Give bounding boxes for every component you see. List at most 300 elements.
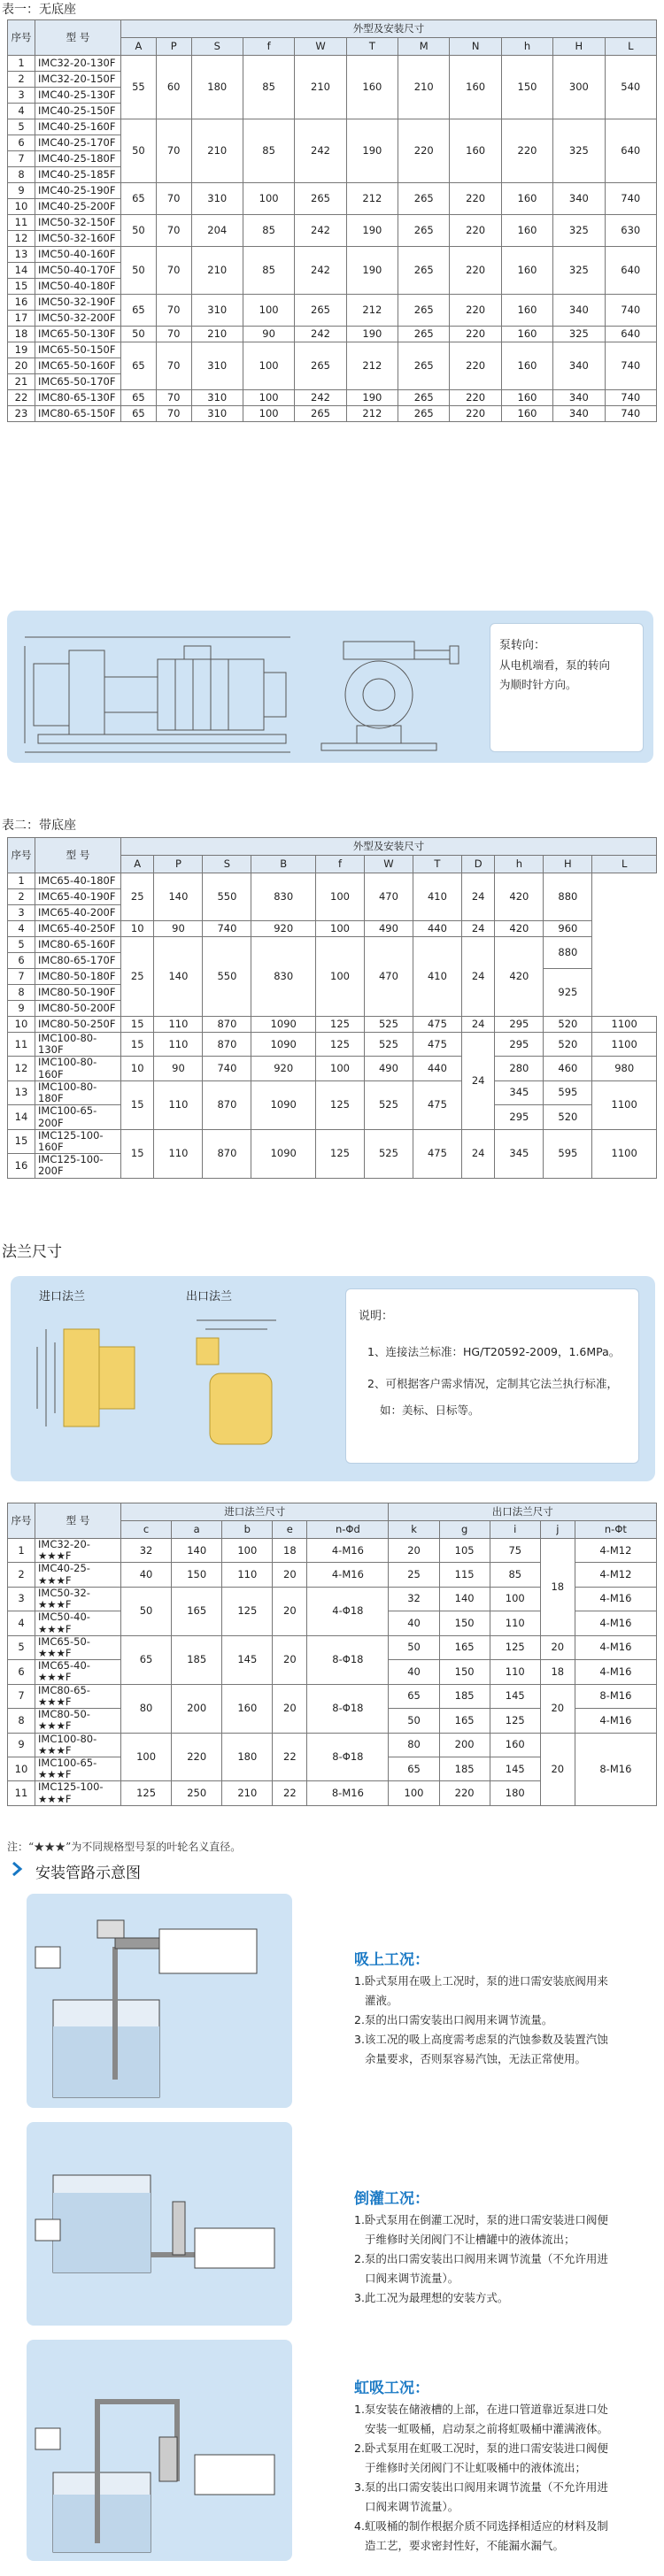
header-col: h [495,856,544,873]
table-cell: 65 [121,295,157,327]
table-cell: 295 [495,1017,544,1033]
header-dimensions: 外型及安装尺寸 [121,838,657,856]
table-cell: 220 [450,247,501,295]
table-cell: 1 [8,1539,35,1563]
table-cell: 9 [8,1733,35,1757]
header-model: 型 号 [35,838,121,873]
table-cell: 140 [439,1587,490,1611]
header-col: W [295,38,346,56]
table-cell: 8 [8,1709,35,1733]
table-cell: 145 [490,1757,540,1780]
model-cell: IMC80-65-130F [35,390,121,406]
table-cell: 70 [156,183,191,215]
table-cell: 70 [156,327,191,342]
table-cell: 420 [495,921,544,937]
header-col: f [243,38,294,56]
table-cell: 1090 [251,1033,316,1057]
table-cell: 190 [346,327,398,342]
header-inlet: 进口法兰尺寸 [121,1503,389,1521]
table-cell: 8 [8,167,35,183]
table-cell: 14 [8,263,35,279]
table-cell: 4-M12 [575,1563,656,1587]
table-cell: 90 [154,921,203,937]
table-row [8,215,657,231]
header-model: 型 号 [35,20,121,56]
header-col: L [592,856,657,873]
table-cell: 160 [501,327,552,342]
model-cell: IMC100-65-200F [35,1105,121,1129]
table-cell: 830 [251,873,316,921]
table-cell: 70 [156,247,191,295]
table-cell: 265 [398,295,450,327]
table-cell: 85 [243,56,294,119]
table-row [8,937,657,953]
model-cell: IMC32-20-130F [35,56,121,72]
table-cell: 4-M16 [575,1635,656,1659]
table-cell: 265 [398,390,450,406]
table-row [8,1684,657,1708]
header-col: a [172,1521,222,1539]
table-cell: 310 [191,183,243,215]
install-text-line: 于维修时关闭阀门不让槽罐中的液体流出； [365,2233,575,2246]
table-cell: 4-M16 [575,1587,656,1611]
table-cell: 19 [8,342,35,358]
model-cell: IMC50-40-170F [35,263,121,279]
table-cell: 50 [121,327,157,342]
table-cell: 1100 [592,1080,657,1129]
model-cell: IMC80-50-★★★F [35,1709,121,1733]
table-cell: 20 [389,1539,439,1563]
table-cell: 40 [389,1611,439,1635]
table-cell: 100 [121,1733,172,1781]
table-cell: 310 [191,342,243,390]
table-cell: 6 [8,953,35,969]
table-cell: 15 [121,1017,154,1033]
table-cell: 6 [8,135,35,151]
header-col: f [315,856,364,873]
table-cell: 65 [121,183,157,215]
table-cell: 125 [315,1017,364,1033]
table-cell: 145 [490,1684,540,1708]
table-row [8,295,657,311]
table-cell: 280 [495,1057,544,1080]
table-cell: 60 [156,56,191,119]
table-cell: 10 [8,199,35,215]
table-cell: 125 [315,1080,364,1129]
table-row [8,838,657,856]
table-cell: 340 [553,295,605,327]
install-text-line: 3.此工况为最理想的安装方式。 [354,2291,509,2304]
table-cell: 140 [154,937,203,1017]
table-cell: 325 [553,247,605,295]
model-cell: IMC100-80-130F [35,1033,121,1057]
table-cell: 640 [605,247,656,295]
table-cell: 1100 [592,1017,657,1033]
table2 [7,837,657,1179]
model-cell: IMC100-80-180F [35,1080,121,1104]
table-cell: 475 [413,1033,461,1057]
table-cell: 525 [364,1033,413,1057]
table-cell: 470 [364,937,413,1017]
header-col: D [461,856,494,873]
table-cell: 310 [191,406,243,422]
header-col: i [490,1521,540,1539]
table-cell: 220 [450,406,501,422]
header-col: N [450,38,501,56]
model-cell: IMC50-32-150F [35,215,121,231]
table-cell: 470 [364,873,413,921]
table-cell: 870 [203,1033,251,1057]
install-text-line: 造工艺，要求密封性好，不能漏水漏气。 [365,2539,565,2552]
table-cell: 100 [243,406,294,422]
header-col: T [413,856,461,873]
header-no: 序号 [8,20,35,56]
table-cell: 212 [346,342,398,390]
model-cell: IMC50-40-160F [35,247,121,263]
pump-outline-drawing [7,611,653,763]
table-cell: 16 [8,1154,35,1178]
table-cell: 440 [413,1057,461,1080]
install-text-line: 1.卧式泵用在吸上工况时，泵的进口需安装底阀用来 [354,1974,608,1988]
table-cell: 410 [413,937,461,1017]
table-cell: 16 [8,295,35,311]
table-cell: 325 [553,327,605,342]
table-cell: 980 [592,1057,657,1080]
table-cell: 740 [203,1057,251,1080]
flange-note-title: 说明： [359,1310,394,1323]
table-cell: 340 [553,390,605,406]
model-cell: IMC100-80-★★★F [35,1733,121,1757]
header-col: h [501,38,552,56]
model-cell: IMC80-50-180F [35,969,121,985]
table-cell: 265 [398,327,450,342]
header-col: S [191,38,243,56]
table-cell: 8-M16 [575,1733,656,1805]
table-cell: 960 [544,921,592,937]
install-text-line: 2.泵的出口需安装出口阀用来调节流量。 [354,2013,553,2026]
header-dimensions: 外型及安装尺寸 [121,20,657,38]
table-cell: 23 [8,406,35,422]
table-cell: 20 [540,1733,575,1805]
model-cell: IMC40-25-★★★F [35,1563,121,1587]
table-cell: 265 [398,183,450,215]
table-cell: 160 [501,342,552,390]
model-cell: IMC40-25-190F [35,183,121,199]
flange-note-1: 1、连接法兰标准：HG/T20592-2009，1.6MPa。 [367,1345,621,1358]
table-cell: 210 [191,247,243,295]
table-row [8,327,657,342]
model-cell: IMC32-20-150F [35,72,121,88]
header-col: T [346,38,398,56]
table-cell: 125 [121,1781,172,1805]
table-cell: 11 [8,215,35,231]
header-col: n-Φt [575,1521,656,1539]
table-cell: 70 [156,342,191,390]
table-cell: 5 [8,1635,35,1659]
table-cell: 870 [203,1129,251,1178]
table-cell: 160 [501,390,552,406]
install-text-line: 1.卧式泵用在倒灌工况时，泵的进口需安装进口阀便 [354,2213,608,2226]
table-cell: 295 [495,1033,544,1057]
model-cell: IMC40-25-150F [35,104,121,119]
header-col: H [544,856,592,873]
table-cell: 100 [243,183,294,215]
table-cell: 12 [8,231,35,247]
table-cell: 24 [461,1033,494,1130]
table-cell: 85 [243,119,294,183]
table-cell: 7 [8,151,35,167]
model-cell: IMC65-50-★★★F [35,1635,121,1659]
model-cell: IMC65-40-180F [35,873,121,889]
table-cell: 242 [295,215,346,247]
table-cell: 460 [544,1057,592,1080]
model-cell: IMC80-65-150F [35,406,121,422]
model-cell: IMC40-25-160F [35,119,121,135]
table-cell: 40 [121,1563,172,1587]
table-cell: 11 [8,1033,35,1057]
table-cell: 265 [398,342,450,390]
install-text-line: 2.泵的出口需安装出口阀用来调节流量（不允许用进 [354,2252,608,2265]
table-cell: 550 [203,873,251,921]
table-cell: 4 [8,104,35,119]
table-cell: 300 [553,56,605,119]
table-cell: 265 [295,406,346,422]
header-col: H [553,38,605,56]
model-cell: IMC32-20-★★★F [35,1539,121,1563]
table-cell: 65 [389,1757,439,1780]
table-cell: 18 [8,327,35,342]
table-cell: 420 [495,937,544,1017]
table-row [8,1129,657,1153]
table-row [8,1080,657,1104]
table-cell: 50 [389,1709,439,1733]
table-row [8,342,657,358]
table-row [8,1033,657,1057]
table-cell: 140 [172,1539,222,1563]
table-cell: 220 [450,342,501,390]
table-cell: 242 [295,390,346,406]
install-text-line: 4.虹吸桶的制作根据介质不同选择相适应的材料及制 [354,2519,608,2533]
table-cell: 14 [8,1105,35,1129]
table-cell: 200 [439,1733,490,1757]
table-cell: 540 [605,56,656,119]
table-cell: 165 [439,1635,490,1659]
table-cell: 15 [121,1129,154,1178]
table-cell: 740 [605,406,656,422]
table-cell: 5 [8,119,35,135]
table-cell: 740 [605,183,656,215]
table-cell: 70 [156,390,191,406]
table-cell: 25 [389,1563,439,1587]
table-cell: 4 [8,921,35,937]
table1 [7,19,657,422]
header-col: P [156,38,191,56]
table-cell: 2 [8,72,35,88]
flange-footnote: 注：“★★★”为不同规格型号泵的叶轮名义直径。 [7,1841,242,1853]
table-cell: 75 [490,1539,540,1563]
install-text-line: 2.卧式泵用在虹吸工况时，泵的进口需安装进口阀便 [354,2441,608,2455]
table-cell: 740 [203,921,251,937]
table-cell: 160 [501,406,552,422]
table-cell: 3 [8,1587,35,1611]
table-cell: 310 [191,295,243,327]
table-cell: 200 [172,1684,222,1733]
table-cell: 90 [154,1057,203,1080]
table-cell: 265 [295,183,346,215]
header-col: A [121,856,154,873]
table-cell: 20 [273,1563,307,1587]
table-cell: 100 [315,937,364,1017]
table-cell: 8-Φ18 [307,1684,389,1733]
table-cell: 110 [154,1033,203,1057]
table-row [8,119,657,135]
table-cell: 525 [364,1017,413,1033]
header-col: g [439,1521,490,1539]
install-text-line: 灌液。 [365,1994,398,2007]
table-cell: 595 [544,1129,592,1178]
table-cell: 50 [121,215,157,247]
table-cell: 50 [389,1635,439,1659]
model-cell: IMC125-100-160F [35,1129,121,1153]
model-cell: IMC65-40-190F [35,889,121,905]
header-col: P [154,856,203,873]
model-cell: IMC40-25-130F [35,88,121,104]
table-cell: 10 [8,1757,35,1780]
header-col: A [121,38,157,56]
table-cell: 220 [450,327,501,342]
table-cell: 190 [346,119,398,183]
model-cell: IMC40-25-180F [35,151,121,167]
table-cell: 11 [8,1781,35,1805]
header-col: b [222,1521,273,1539]
table-cell: 4-M16 [575,1611,656,1635]
install-text-line: 于维修时关闭阀门不让虹吸桶中的液体流出； [365,2461,587,2474]
table-cell: 920 [251,1057,316,1080]
table-cell: 830 [251,937,316,1017]
table-cell: 190 [346,247,398,295]
pump-drawing-icon [7,611,476,763]
table-cell: 10 [121,1057,154,1080]
header-model: 型 号 [35,1503,121,1539]
table-cell: 295 [495,1105,544,1129]
table-cell: 150 [439,1611,490,1635]
table-cell: 210 [398,56,450,119]
table-cell: 20 [273,1635,307,1684]
table-cell: 160 [501,295,552,327]
model-cell: IMC40-25-200F [35,199,121,215]
install-text-line: 口阀来调节流量）。 [365,2500,459,2513]
table-cell: 180 [222,1733,273,1781]
table-cell: 4-Φ18 [307,1587,389,1635]
table-cell: 24 [461,873,494,921]
flange-section-title: 法兰尺寸 [2,1243,62,1261]
table-cell: 50 [121,247,157,295]
table-cell: 185 [172,1635,222,1684]
siphon-diagram [27,2340,292,2561]
table-cell: 210 [191,119,243,183]
table-cell: 880 [544,873,592,921]
model-cell: IMC125-100-★★★F [35,1781,121,1805]
table-cell: 4-M16 [575,1709,656,1733]
table-cell: 55 [121,56,157,119]
table-cell: 17 [8,311,35,327]
table-cell: 160 [346,56,398,119]
table-cell: 32 [389,1587,439,1611]
table-cell: 490 [364,1057,413,1080]
header-col: B [251,856,316,873]
table-cell: 1090 [251,1080,316,1129]
table-cell: 15 [121,1033,154,1057]
table-row [8,20,657,38]
table-cell: 1100 [592,1129,657,1178]
header-col: L [605,38,656,56]
model-cell: IMC50-32-200F [35,311,121,327]
table-cell: 265 [295,295,346,327]
table-cell: 160 [501,247,552,295]
table-cell: 920 [251,921,316,937]
table-cell: 150 [172,1563,222,1587]
table-cell: 100 [315,873,364,921]
table-cell: 70 [156,119,191,183]
table-row [8,247,657,263]
header-col: W [364,856,413,873]
table-cell: 160 [490,1733,540,1757]
table-cell: 1090 [251,1129,316,1178]
table-cell: 220 [450,390,501,406]
table-cell: 4-M16 [307,1563,389,1587]
table-cell: 150 [501,56,552,119]
table-cell: 85 [490,1563,540,1587]
table-cell: 740 [605,295,656,327]
table1-caption: 表一：无底座 [2,3,76,17]
table-cell: 160 [501,183,552,215]
table-cell: 85 [243,247,294,295]
flange-note-3: 如：美标、日标等。 [380,1403,480,1417]
model-cell: IMC40-25-185F [35,167,121,183]
table-cell: 105 [439,1539,490,1563]
table-cell: 180 [490,1781,540,1805]
flooded-suction-title: 倒灌工况： [354,2190,429,2208]
model-cell: IMC80-50-250F [35,1017,121,1033]
table-cell: 110 [154,1129,203,1178]
table-cell: 180 [191,56,243,119]
table-cell: 2 [8,889,35,905]
table-cell: 24 [461,1129,494,1178]
model-cell: IMC65-40-★★★F [35,1660,121,1684]
table-cell: 20 [540,1635,575,1659]
table-cell: 220 [501,119,552,183]
table-cell: 265 [398,406,450,422]
flange-drawing-icon [19,1303,312,1480]
table-cell: 265 [398,247,450,295]
table-cell: 22 [273,1781,307,1805]
table-cell: 40 [389,1660,439,1684]
table-cell: 4-M12 [575,1539,656,1563]
install-section-title: 安装管路示意图 [35,1865,141,1882]
table-cell: 20 [273,1587,307,1635]
table-cell: 265 [398,215,450,247]
table-cell: 630 [605,215,656,247]
model-cell: IMC125-100-200F [35,1154,121,1178]
table-cell: 18 [540,1660,575,1684]
table-cell: 220 [450,215,501,247]
model-cell: IMC65-50-160F [35,358,121,374]
model-cell: IMC65-50-170F [35,374,121,390]
table-cell: 20 [273,1684,307,1733]
header-col: c [121,1521,172,1539]
flange-note-2: 2、可根据客户需求情况，定制其它法兰执行标准， [367,1377,618,1390]
header-outlet: 出口法兰尺寸 [389,1503,657,1521]
